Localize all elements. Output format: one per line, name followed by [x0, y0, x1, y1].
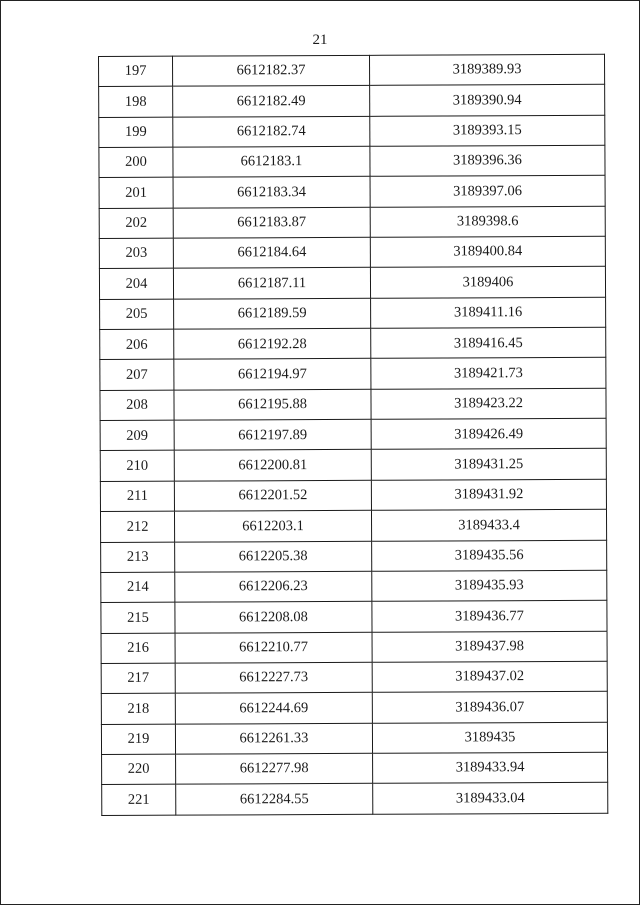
- point-number-cell: 197: [99, 56, 173, 87]
- table-row: [100, 297, 606, 330]
- x-coordinate-cell: 6612187.11: [173, 268, 370, 299]
- table-row: [100, 449, 606, 482]
- y-coordinate-cell: 3189431.25: [371, 449, 606, 480]
- x-coordinate-cell: 6612189.59: [174, 298, 371, 329]
- y-coordinate-cell: 3189435.93: [372, 570, 607, 601]
- point-number-cell: 210: [100, 451, 174, 482]
- x-coordinate-cell: 6612208.08: [175, 601, 372, 632]
- point-number-cell: 207: [100, 360, 174, 391]
- y-coordinate-cell: 3189398.6: [370, 206, 605, 237]
- point-number-cell: 221: [102, 784, 176, 815]
- table-row: [100, 358, 606, 391]
- point-number-cell: 202: [99, 208, 173, 239]
- table-row: [100, 509, 606, 542]
- point-number-cell: 219: [101, 724, 175, 755]
- x-coordinate-cell: 6612261.33: [175, 723, 372, 754]
- x-coordinate-cell: 6612244.69: [175, 693, 372, 724]
- point-number-cell: 220: [102, 754, 176, 785]
- table-row: [99, 267, 605, 300]
- point-number-cell: 198: [99, 87, 173, 118]
- x-coordinate-cell: 6612277.98: [176, 753, 373, 784]
- table-row: [99, 176, 605, 209]
- table-row: [101, 722, 607, 755]
- y-coordinate-cell: 3189426.49: [371, 418, 606, 449]
- y-coordinate-cell: 3189397.06: [370, 176, 605, 207]
- table-row: [101, 661, 607, 694]
- x-coordinate-cell: 6612210.77: [175, 632, 372, 663]
- x-coordinate-cell: 6612182.49: [173, 86, 370, 117]
- y-coordinate-cell: 3189400.84: [370, 236, 605, 267]
- table-row: [100, 418, 606, 451]
- point-number-cell: 211: [100, 481, 174, 512]
- y-coordinate-cell: 3189433.4: [371, 509, 606, 540]
- table-row: [102, 783, 608, 816]
- x-coordinate-cell: 6612206.23: [175, 571, 372, 602]
- coordinate-table: [98, 54, 608, 816]
- table-row: [99, 115, 605, 148]
- y-coordinate-cell: 3189406: [370, 267, 605, 298]
- point-number-cell: 215: [101, 602, 175, 633]
- table-row: [99, 145, 605, 178]
- point-number-cell: 201: [99, 178, 173, 209]
- point-number-cell: 209: [100, 420, 174, 451]
- x-coordinate-cell: 6612200.81: [174, 450, 371, 481]
- y-coordinate-cell: 3189437.02: [372, 661, 607, 692]
- y-coordinate-cell: 3189431.92: [371, 479, 606, 510]
- x-coordinate-cell: 6612284.55: [176, 784, 373, 815]
- point-number-cell: 204: [99, 269, 173, 300]
- point-number-cell: 216: [101, 633, 175, 664]
- table-row: [100, 479, 606, 512]
- y-coordinate-cell: 3189389.93: [369, 54, 604, 85]
- y-coordinate-cell: 3189411.16: [371, 297, 606, 328]
- table-row: [101, 570, 607, 603]
- y-coordinate-cell: 3189421.73: [371, 358, 606, 389]
- x-coordinate-cell: 6612184.64: [173, 237, 370, 268]
- point-number-cell: 218: [101, 693, 175, 724]
- point-number-cell: 208: [100, 390, 174, 421]
- table-row: [102, 752, 608, 785]
- table-row: [99, 206, 605, 239]
- table-row: [101, 631, 607, 664]
- x-coordinate-cell: 6612194.97: [174, 359, 371, 390]
- x-coordinate-cell: 6612197.89: [174, 419, 371, 450]
- page-number: 21: [312, 32, 328, 48]
- y-coordinate-cell: 3189435.56: [372, 540, 607, 571]
- y-coordinate-cell: 3189416.45: [371, 327, 606, 358]
- coordinate-table-body: [99, 54, 608, 815]
- y-coordinate-cell: 3189393.15: [370, 115, 605, 146]
- table-row: [100, 388, 606, 421]
- table-row: [101, 600, 607, 633]
- y-coordinate-cell: 3189436.07: [372, 692, 607, 723]
- x-coordinate-cell: 6612192.28: [174, 328, 371, 359]
- y-coordinate-cell: 3189433.94: [373, 752, 608, 783]
- y-coordinate-cell: 3189433.04: [373, 783, 608, 814]
- y-coordinate-cell: 3189436.77: [372, 600, 607, 631]
- table-row: [101, 540, 607, 573]
- table-row: [99, 85, 605, 118]
- y-coordinate-cell: 3189423.22: [371, 388, 606, 419]
- y-coordinate-cell: 3189437.98: [372, 631, 607, 662]
- point-number-cell: 212: [100, 511, 174, 542]
- x-coordinate-cell: 6612183.34: [173, 177, 370, 208]
- point-number-cell: 200: [99, 147, 173, 178]
- table-row: [99, 54, 605, 87]
- point-number-cell: 203: [99, 238, 173, 269]
- y-coordinate-cell: 3189390.94: [370, 85, 605, 116]
- y-coordinate-cell: 3189435: [372, 722, 607, 753]
- x-coordinate-cell: 6612201.52: [174, 480, 371, 511]
- x-coordinate-cell: 6612195.88: [174, 389, 371, 420]
- x-coordinate-cell: 6612203.1: [174, 510, 371, 541]
- point-number-cell: 205: [100, 299, 174, 330]
- table-row: [99, 236, 605, 269]
- x-coordinate-cell: 6612183.87: [173, 207, 370, 238]
- x-coordinate-cell: 6612227.73: [175, 662, 372, 693]
- point-number-cell: 206: [100, 329, 174, 360]
- point-number-cell: 214: [101, 572, 175, 603]
- table-row: [101, 692, 607, 725]
- y-coordinate-cell: 3189396.36: [370, 145, 605, 176]
- x-coordinate-cell: 6612205.38: [175, 541, 372, 572]
- x-coordinate-cell: 6612183.1: [173, 146, 370, 177]
- point-number-cell: 213: [101, 542, 175, 573]
- table-row: [100, 327, 606, 360]
- x-coordinate-cell: 6612182.74: [173, 116, 370, 147]
- point-number-cell: 217: [101, 663, 175, 694]
- x-coordinate-cell: 6612182.37: [173, 55, 370, 86]
- point-number-cell: 199: [99, 117, 173, 148]
